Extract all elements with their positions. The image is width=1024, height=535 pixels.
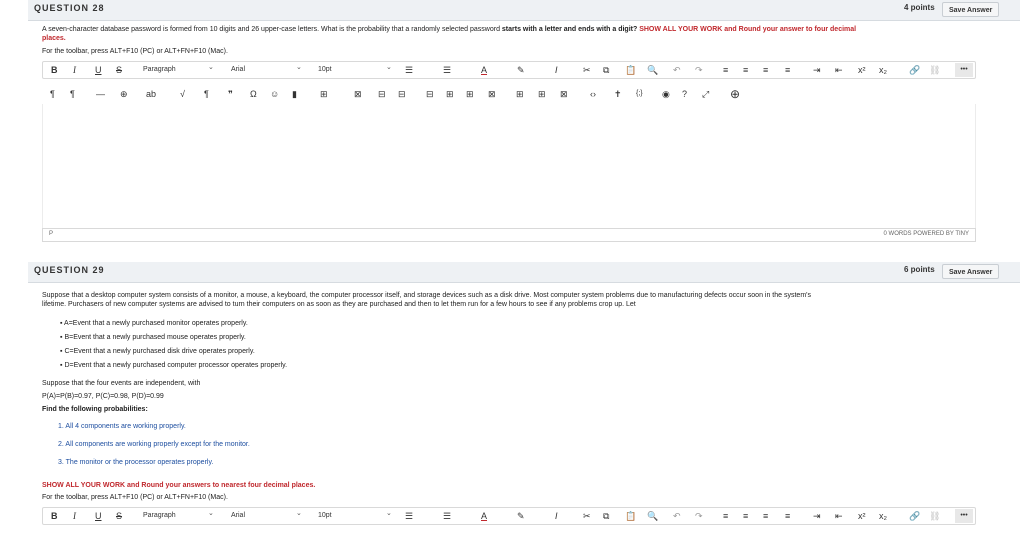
- question-29-intro: Suppose that a desktop computer system consists of a monitor, a mouse, a keyboard, the computer processor itself, and storage devices such as a disk drive. Most computer system problems due to manufacturing defects occur soon in the system's lifetime. Purchasers of new computer systems are advised to turn their computers on as soon as they are purchased and then to let them run for a few hours to see if any problems crop up. Let: [42, 292, 811, 308]
- accessibility-icon[interactable]: ✝: [614, 89, 622, 99]
- chevron-down-icon[interactable]: ⌄: [296, 510, 302, 517]
- list-item: 3. The monitor or the processor operates properly.: [58, 459, 214, 466]
- toolbar-hint-q28: For the toolbar, press ALT+F10 (PC) or ALT+FN+F10 (Mac).: [42, 48, 228, 55]
- table-props-icon[interactable]: ⊞: [538, 89, 546, 99]
- text-color-icon[interactable]: A: [481, 511, 488, 521]
- bold-button[interactable]: B: [51, 65, 58, 75]
- question-28-points: 4 points: [904, 3, 935, 12]
- list-item: 2. All components are working properly except for the monitor.: [58, 441, 250, 448]
- insert-icon[interactable]: ⊕: [120, 89, 128, 99]
- text-color-icon[interactable]: A: [481, 65, 488, 75]
- align-left-icon[interactable]: ≡: [723, 511, 729, 521]
- table-split-icon[interactable]: ⊞: [516, 89, 524, 99]
- block-format-select[interactable]: Paragraph: [143, 66, 176, 73]
- editor-toolbar-q28: [42, 61, 976, 79]
- chevron-down-icon[interactable]: ⌄: [386, 510, 392, 517]
- more-options-button[interactable]: •••: [955, 509, 973, 523]
- clear-formatting-icon[interactable]: I: [555, 511, 558, 521]
- copy-icon[interactable]: ⧉: [603, 65, 610, 75]
- preview-icon[interactable]: ◉: [662, 89, 670, 99]
- superscript-button[interactable]: x²: [858, 511, 866, 521]
- highlight-icon[interactable]: ✎: [517, 511, 525, 521]
- instruction-text: SHOW ALL YOUR WORK and Round your answers to nearest four decimal places.: [42, 482, 316, 489]
- strikethrough-button[interactable]: S: [116, 65, 123, 75]
- fullscreen-icon[interactable]: ⤢: [702, 89, 710, 99]
- find-heading: Find the following probabilities:: [42, 406, 148, 413]
- unlink-icon[interactable]: ⛓: [929, 65, 941, 75]
- bold-button[interactable]: B: [51, 511, 58, 521]
- find-icon[interactable]: 🔍: [647, 511, 659, 521]
- font-size-select[interactable]: 10pt: [318, 66, 332, 73]
- table-col-before-icon[interactable]: ⊞: [446, 89, 454, 99]
- font-family-select[interactable]: Arial: [231, 512, 246, 519]
- event-list: [60, 317, 287, 373]
- question-29-header: [28, 262, 1020, 283]
- independence-text: Suppose that the four events are independent, with: [42, 380, 201, 387]
- undo-icon[interactable]: ↶: [673, 511, 681, 521]
- bullet-list-icon[interactable]: ☰: [405, 65, 414, 75]
- question-29-points: 6 points: [904, 265, 935, 274]
- align-center-icon[interactable]: ≡: [743, 511, 749, 521]
- underline-button[interactable]: U: [95, 511, 102, 521]
- more-options-button[interactable]: •••: [955, 63, 973, 77]
- code-icon[interactable]: ‹›: [590, 89, 596, 99]
- align-justify-icon[interactable]: ≡: [785, 65, 791, 75]
- align-center-icon[interactable]: ≡: [743, 65, 749, 75]
- clear-formatting-icon[interactable]: I: [555, 65, 558, 75]
- highlight-icon[interactable]: ✎: [517, 65, 525, 75]
- horizontal-line-icon[interactable]: —: [96, 89, 105, 99]
- save-answer-button-q29[interactable]: Save Answer: [942, 264, 999, 279]
- redo-icon[interactable]: ↷: [695, 511, 703, 521]
- table-row-after-icon[interactable]: ⊟: [398, 89, 406, 99]
- font-family-select[interactable]: Arial: [231, 66, 246, 73]
- chevron-down-icon[interactable]: ⌄: [208, 510, 214, 517]
- editor-toolbar-row2-q28: [42, 86, 974, 104]
- list-item: ▪ B=Event that a newly purchased mouse operates properly.: [60, 334, 246, 341]
- quote-icon[interactable]: ❞: [228, 89, 233, 99]
- chevron-down-icon[interactable]: ⌄: [208, 64, 214, 71]
- editor-statusbar-q28: [42, 228, 976, 242]
- link-icon[interactable]: 🔗: [909, 65, 921, 75]
- copy-icon[interactable]: ⧉: [603, 511, 610, 521]
- outdent-icon[interactable]: ⇤: [835, 65, 843, 75]
- table-style-icon[interactable]: ⊠: [560, 89, 568, 99]
- save-answer-button-q28[interactable]: Save Answer: [942, 2, 999, 17]
- emoji-icon[interactable]: ☺: [270, 89, 280, 99]
- list-item: ▪ C=Event that a newly purchased disk drive operates properly.: [60, 348, 255, 355]
- help-icon[interactable]: ?: [682, 89, 688, 99]
- table-row-before-icon[interactable]: ⊟: [378, 89, 386, 99]
- outdent-icon[interactable]: ⇤: [835, 511, 843, 521]
- list-item: 1. All 4 components are working properly.: [58, 423, 186, 430]
- special-char-icon[interactable]: Ω: [250, 89, 257, 99]
- indent-icon[interactable]: ⇥: [813, 511, 821, 521]
- pilcrow-icon[interactable]: ¶: [204, 89, 209, 99]
- ltr-icon[interactable]: ¶: [50, 89, 55, 99]
- paste-icon[interactable]: 📋: [625, 65, 637, 75]
- underline-button[interactable]: U: [95, 65, 102, 75]
- source-code-icon[interactable]: {;}: [636, 90, 643, 97]
- spellcheck-icon[interactable]: ab: [146, 89, 157, 99]
- font-size-select[interactable]: 10pt: [318, 512, 332, 519]
- add-content-icon[interactable]: ⊕: [730, 87, 741, 101]
- chevron-down-icon[interactable]: ⌄: [386, 64, 392, 71]
- align-right-icon[interactable]: ≡: [763, 65, 769, 75]
- math-icon[interactable]: √: [180, 89, 185, 99]
- superscript-button[interactable]: x²: [858, 65, 866, 75]
- subscript-button[interactable]: x₂: [879, 65, 887, 75]
- chevron-down-icon[interactable]: ⌄: [296, 64, 302, 71]
- element-path: P: [49, 231, 54, 237]
- probabilities-text: P(A)=P(B)=0.97, P(C)=0.98, P(D)=0.99: [42, 393, 164, 400]
- align-right-icon[interactable]: ≡: [763, 511, 769, 521]
- italic-button[interactable]: I: [73, 65, 76, 75]
- align-left-icon[interactable]: ≡: [723, 65, 729, 75]
- table-col-after-icon[interactable]: ⊞: [466, 89, 474, 99]
- undo-icon[interactable]: ↶: [673, 65, 681, 75]
- align-justify-icon[interactable]: ≡: [785, 511, 791, 521]
- block-format-select[interactable]: Paragraph: [143, 512, 176, 519]
- question-29-title: QUESTION 29: [34, 265, 105, 275]
- word-count: 0 WORDS POWERED BY TINY: [883, 231, 969, 237]
- table-cell-icon[interactable]: ⊟: [426, 89, 434, 99]
- toolbar-hint-q29: For the toolbar, press ALT+F10 (PC) or ALT+FN+F10 (Mac).: [42, 494, 228, 501]
- bullet-list-icon[interactable]: ☰: [405, 511, 414, 521]
- find-icon[interactable]: 🔍: [647, 65, 659, 75]
- editor-toolbar-q29: [42, 507, 976, 525]
- link-icon[interactable]: 🔗: [909, 511, 921, 521]
- redo-icon[interactable]: ↷: [695, 65, 703, 75]
- strikethrough-button[interactable]: S: [116, 511, 123, 521]
- bookmark-icon[interactable]: ▮: [292, 89, 297, 99]
- table-merge-icon[interactable]: ⊠: [488, 89, 496, 99]
- table-icon[interactable]: ⊞: [320, 89, 328, 99]
- cut-icon[interactable]: ✂: [583, 65, 591, 75]
- indent-icon[interactable]: ⇥: [813, 65, 821, 75]
- rtl-icon[interactable]: ¶: [70, 89, 75, 99]
- paste-icon[interactable]: 📋: [625, 511, 637, 521]
- list-item: ▪ D=Event that a newly purchased computer processor operates properly.: [60, 362, 288, 369]
- table-delete-icon[interactable]: ⊠: [354, 89, 362, 99]
- cut-icon[interactable]: ✂: [583, 511, 591, 521]
- question-28-header: [28, 0, 1020, 21]
- rich-text-editor-q28[interactable]: [42, 104, 976, 228]
- question-28-prompt: A seven-character database password is formed from 10 digits and 26 upper-case letters. What is the probability that a randomly selected password starts with a letter and ends with a digit? SHOW ALL YOUR WORK and Round your answer to four decimal places.: [42, 26, 857, 42]
- italic-button[interactable]: I: [73, 511, 76, 521]
- subscript-button[interactable]: x₂: [879, 511, 887, 521]
- question-28-title: QUESTION 28: [34, 3, 105, 13]
- numbered-list-icon[interactable]: ☰: [443, 65, 452, 75]
- list-item: ▪ A=Event that a newly purchased monitor operates properly.: [60, 320, 248, 327]
- numbered-list-icon[interactable]: ☰: [443, 511, 452, 521]
- question-list: [58, 418, 250, 472]
- unlink-icon[interactable]: ⛓: [929, 511, 941, 521]
